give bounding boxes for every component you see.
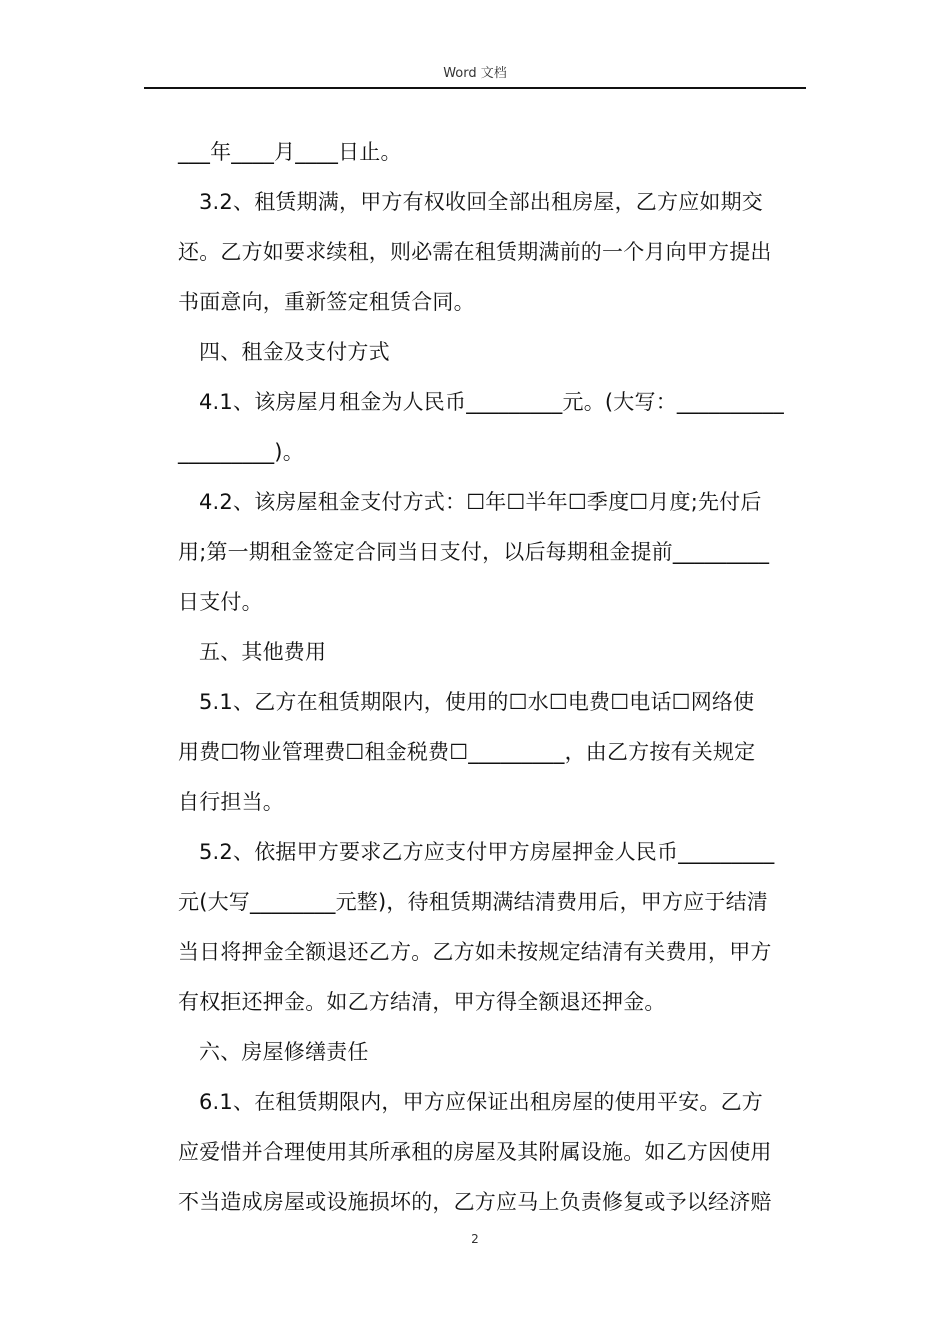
section-heading-repair-responsibility: 六、房屋修缮责任 bbox=[199, 1040, 369, 1064]
section-heading-rent-payment: 四、租金及支付方式 bbox=[199, 340, 390, 364]
clause-4-1-line-1: 4.1、该房屋月租金为人民币_________元。(大写：__________ bbox=[199, 390, 784, 414]
clause-4-2-line-1: 4.2、该房屋租金支付方式：☐年☐半年☐季度☐月度;先付后 bbox=[199, 490, 762, 514]
clause-4-2-line-3: 日支付。 bbox=[178, 590, 263, 614]
clause-5-1-line-1: 5.1、乙方在租赁期限内，使用的☐水☐电费☐电话☐网络使 bbox=[199, 690, 755, 714]
text-line: ___年____月____日止。 bbox=[178, 140, 402, 164]
clause-3-2-line-3: 书面意向，重新签定租赁合同。 bbox=[178, 290, 475, 314]
page-number: 2 bbox=[471, 1232, 479, 1246]
clause-5-2-line-4: 有权拒还押金。如乙方结清，甲方得全额退还押金。 bbox=[178, 990, 666, 1014]
clause-4-2-line-2: 用;第一期租金签定合同当日支付，以后每期租金提前_________ bbox=[178, 540, 770, 564]
clause-4-1-line-2: _________)。 bbox=[178, 440, 304, 464]
clause-5-2-line-1: 5.2、依据甲方要求乙方应支付甲方房屋押金人民币_________ bbox=[199, 840, 775, 864]
clause-5-2-line-2: 元(大写________元整)，待租赁期满结清费用后，甲方应于结清 bbox=[178, 890, 768, 914]
clause-5-1-line-3: 自行担当。 bbox=[178, 790, 284, 814]
clause-6-1-line-1: 6.1、在租赁期限内，甲方应保证出租房屋的使用平安。乙方 bbox=[199, 1090, 763, 1114]
clause-3-2-line-1: 3.2、租赁期满，甲方有权收回全部出租房屋，乙方应如期交 bbox=[199, 190, 763, 214]
document-body bbox=[178, 127, 804, 1227]
header-divider bbox=[144, 87, 806, 89]
clause-5-1-line-2: 用费☐物业管理费☐租金税费☐_________，由乙方按有关规定 bbox=[178, 740, 756, 764]
section-heading-other-fees: 五、其他费用 bbox=[199, 640, 327, 664]
clause-3-2-line-2: 还。乙方如要求续租，则必需在租赁期满前的一个月向甲方提出 bbox=[178, 240, 772, 264]
clause-5-2-line-3: 当日将押金全额退还乙方。乙方如未按规定结清有关费用，甲方 bbox=[178, 940, 772, 964]
page-header-title: Word 文档 bbox=[443, 66, 507, 81]
clause-6-1-line-3: 不当造成房屋或设施损坏的，乙方应马上负责修复或予以经济赔 bbox=[178, 1190, 772, 1214]
clause-6-1-line-2: 应爱惜并合理使用其所承租的房屋及其附属设施。如乙方因使用 bbox=[178, 1140, 772, 1164]
